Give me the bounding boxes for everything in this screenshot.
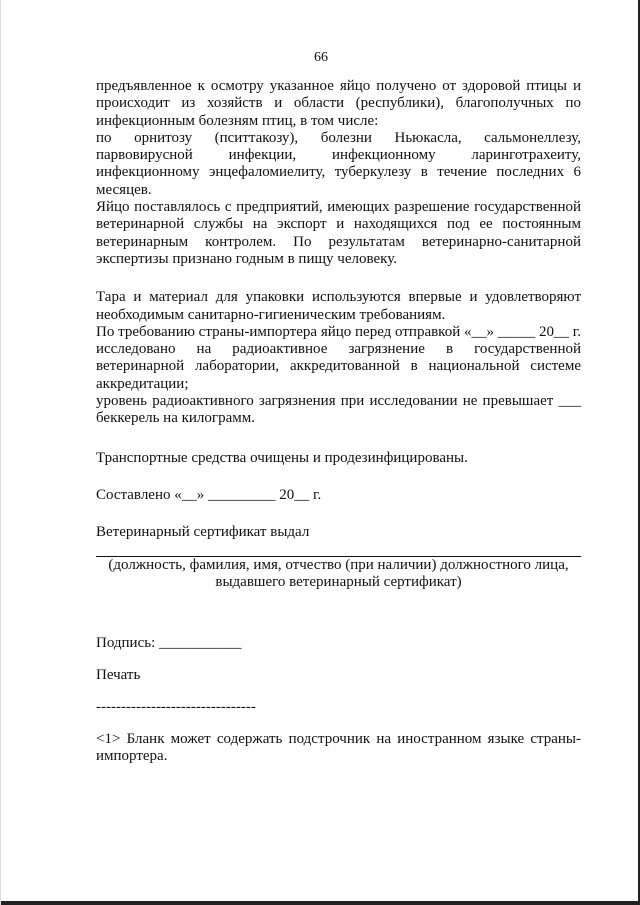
- text-line: месяцев.: [96, 181, 152, 198]
- document-body: [96, 78, 581, 766]
- text-line: ветеринарным контролем. По результатам ветеринарно-санитарной: [96, 233, 581, 250]
- signature-blank-line: [96, 542, 581, 557]
- footnote-separator: --------------------------------: [96, 698, 256, 715]
- text-line: уровень радиоактивного загрязнения при исследовании не превышает ___: [96, 393, 581, 410]
- text-line: экспертизы признано годным в пищу человеку.: [96, 250, 397, 267]
- text-line: инфекционному энцефаломиелиту, туберкулезу в течение последних 6: [96, 164, 581, 181]
- text-line: инфекционным болезням птиц, в том числе:: [96, 112, 379, 129]
- text-line: происходит из хозяйств и области (республики), благополучных по: [96, 95, 581, 112]
- text-line: Тара и материал для упаковки используются впервые и удовлетворяют: [96, 289, 581, 306]
- text-line: по орнитозу (пситтакозу), болезни Ньюкасла, сальмонеллезу,: [96, 129, 581, 146]
- text-line: Ветеринарный сертификат выдал: [96, 524, 310, 541]
- footnote-text: импортера.: [96, 748, 168, 765]
- text-line: Составлено «__» _________ 20__ г.: [96, 486, 322, 503]
- caption-line: выдавшего ветеринарный сертификат): [215, 573, 462, 590]
- page-number: 66: [314, 50, 328, 65]
- text-line: беккерель на килограмм.: [96, 410, 255, 427]
- page-edge: [1, 901, 640, 905]
- stamp-line: Печать: [96, 667, 141, 684]
- text-line: парвовирусной инфекции, инфекционному ларинготрахеиту,: [96, 147, 581, 164]
- text-line: По требованию страны-импортера яйцо перед отправкой «__» _____ 20__ г.: [96, 323, 581, 340]
- signature-line: Подпись: ___________: [96, 635, 242, 652]
- caption-line: (должность, фамилия, имя, отчество (при наличии) должностного лица,: [108, 556, 569, 573]
- text-line: необходимым санитарно-гигиеническим требованиям.: [96, 306, 446, 323]
- text-line: аккредитации;: [96, 375, 189, 392]
- text-line: ветеринарной службы на экспорт и находящихся под ее постоянным: [96, 216, 581, 233]
- text-line: предъявленное к осмотру указанное яйцо получено от здоровой птицы и: [96, 78, 581, 94]
- footnote-text: <1> Бланк может содержать подстрочник на иностранном языке страны-: [96, 731, 581, 748]
- text-line: исследовано на радиоактивное загрязнение в государственной: [96, 341, 581, 358]
- text-line: Яйцо поставлялось с предприятий, имеющих разрешение государственной: [96, 199, 581, 216]
- text-line: ветеринарной лаборатории, аккредитованной в национальной системе: [96, 358, 581, 375]
- text-line: Транспортные средства очищены и продезинфицированы.: [96, 449, 468, 466]
